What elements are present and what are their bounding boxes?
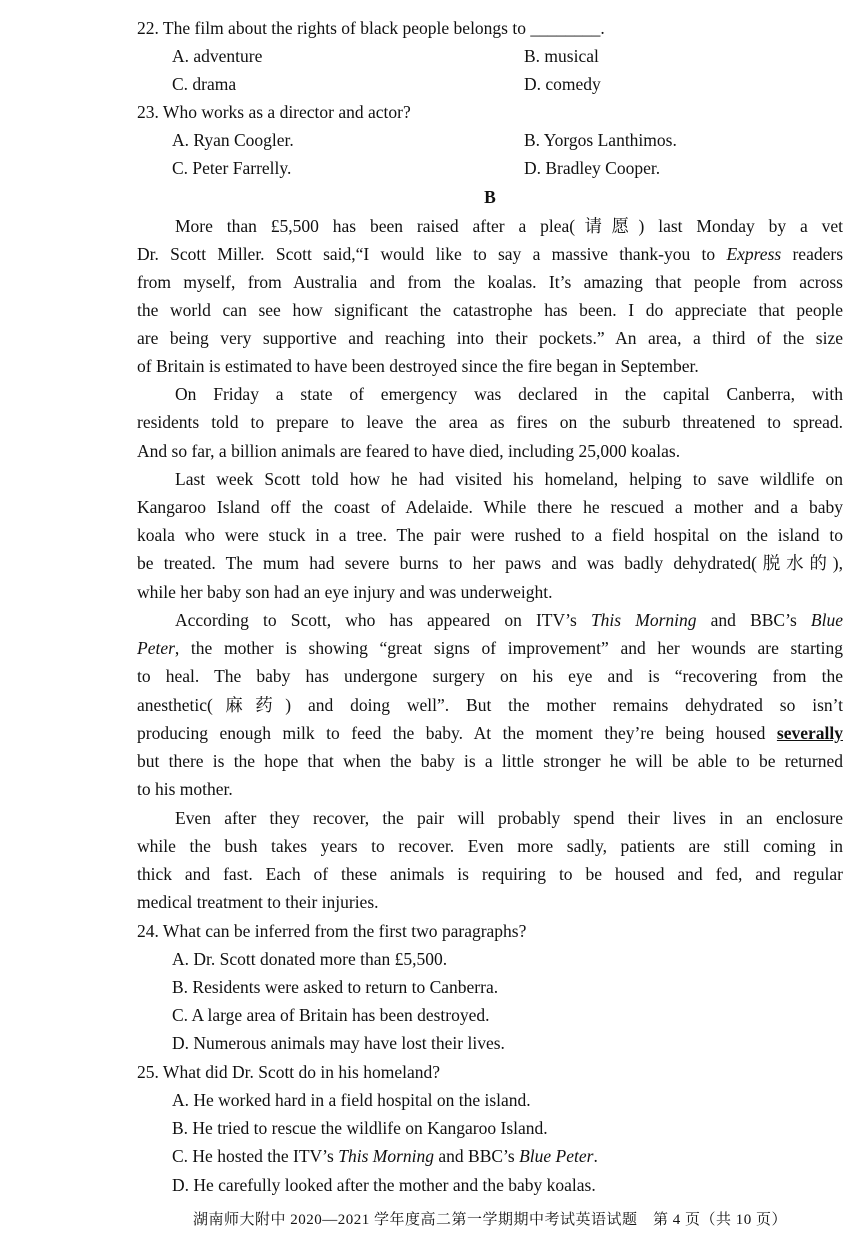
question-22-option-d: D. comedy (524, 74, 601, 94)
question-25-stem: 25. What did Dr. Scott do in his homeland? (137, 1062, 440, 1082)
passage-line: while her baby son had an eye injury and was underweight. (137, 582, 553, 602)
passage-line: Kangaroo Island off the coast of Adelaide. While there he rescued a mother and a baby (137, 497, 843, 517)
passage-line: while the bush takes years to recover. Even more sadly, patients are still coming in (137, 836, 843, 856)
passage-line: Even after they recover, the pair will probably spend their lives in an enclosure (175, 808, 843, 828)
question-25-option-a: A. He worked hard in a field hospital on the island. (172, 1090, 531, 1110)
question-22-stem: 22. The film about the rights of black people belongs to ________. (137, 18, 605, 38)
question-23-option-c: C. Peter Farrelly. (172, 158, 292, 178)
question-25-option-c: C. He hosted the ITV’s This Morning and BBC’s Blue Peter. (172, 1146, 598, 1166)
question-24-stem: 24. What can be inferred from the first two paragraphs? (137, 921, 527, 941)
passage-line: According to Scott, who has appeared on ITV’s This Morning and BBC’s Blue (175, 610, 843, 630)
question-23-option-d: D. Bradley Cooper. (524, 158, 661, 178)
passage-line: the world can see how significant the catastrophe has been. I do appreciate that people (137, 300, 843, 320)
question-23-option-b: B. Yorgos Lanthimos. (524, 130, 677, 150)
passage-line: anesthetic(麻药) and doing well”. But the mother remains dehydrated so isn’t (137, 695, 843, 715)
passage-line: but there is the hope that when the baby is a little stronger he will be able to be returned (137, 751, 843, 771)
passage-line: from myself, from Australia and from the koalas. It’s amazing that people from across (137, 272, 843, 292)
passage-line: of Britain is estimated to have been destroyed since the fire began in September. (137, 356, 699, 376)
question-23-option-a: A. Ryan Coogler. (172, 130, 294, 150)
passage-line: to heal. The baby has undergone surgery on his eye and is “recovering from the (137, 666, 843, 686)
question-22-option-b: B. musical (524, 46, 599, 66)
question-23-stem: 23. Who works as a director and actor? (137, 102, 411, 122)
page-footer: 湖南师大附中 2020—2021 学年度高二第一学期期中考试英语试题 第 4 页（共 10 页） (192, 1212, 787, 1228)
question-25-option-b: B. He tried to rescue the wildlife on Kangaroo Island. (172, 1118, 548, 1138)
question-24-option-b: B. Residents were asked to return to Canberra. (172, 977, 499, 997)
passage-line: Dr. Scott Miller. Scott said,“I would like to say a massive thank-you to Express readers (137, 244, 844, 264)
passage-line: Last week Scott told how he had visited his homeland, helping to save wildlife on (175, 469, 843, 489)
passage-line: medical treatment to their injuries. (137, 892, 379, 912)
question-25-option-d: D. He carefully looked after the mother and the baby koalas. (172, 1175, 596, 1195)
passage-line: residents told to prepare to leave the area as fires on the suburb threatened to spread. (137, 412, 843, 432)
passage-line: are being very supportive and reaching into their pockets.” An area, a third of the size (137, 328, 843, 348)
section-heading: B (484, 187, 496, 207)
passage-line: thick and fast. Each of these animals is requiring to be housed and fed, and regular (137, 864, 843, 884)
question-22-option-a: A. adventure (172, 46, 263, 66)
passage-line: be treated. The mum had severe burns to her paws and was badly dehydrated(脱水的), (137, 553, 843, 573)
passage-line: producing enough milk to feed the baby. At the moment they’re being housed severally (137, 723, 843, 743)
passage-line: And so far, a billion animals are feared to have died, including 25,000 koalas. (137, 441, 681, 461)
question-24-option-c: C. A large area of Britain has been destroyed. (172, 1005, 490, 1025)
underlined-word: severally (776, 723, 843, 743)
question-24-option-d: D. Numerous animals may have lost their lives. (172, 1033, 505, 1053)
passage-line: On Friday a state of emergency was declared in the capital Canberra, with (175, 384, 843, 404)
question-22-option-c: C. drama (172, 74, 237, 94)
passage-line: koala who were stuck in a tree. The pair were rushed to a field hospital on the island to (137, 525, 843, 545)
passage-line: Peter, the mother is showing “great signs of improvement” and her wounds are starting (137, 638, 843, 658)
question-24-option-a: A. Dr. Scott donated more than £5,500. (172, 949, 448, 969)
passage-line: to his mother. (137, 779, 233, 799)
passage-line: More than £5,500 has been raised after a plea(请愿) last Monday by a vet (175, 216, 843, 236)
